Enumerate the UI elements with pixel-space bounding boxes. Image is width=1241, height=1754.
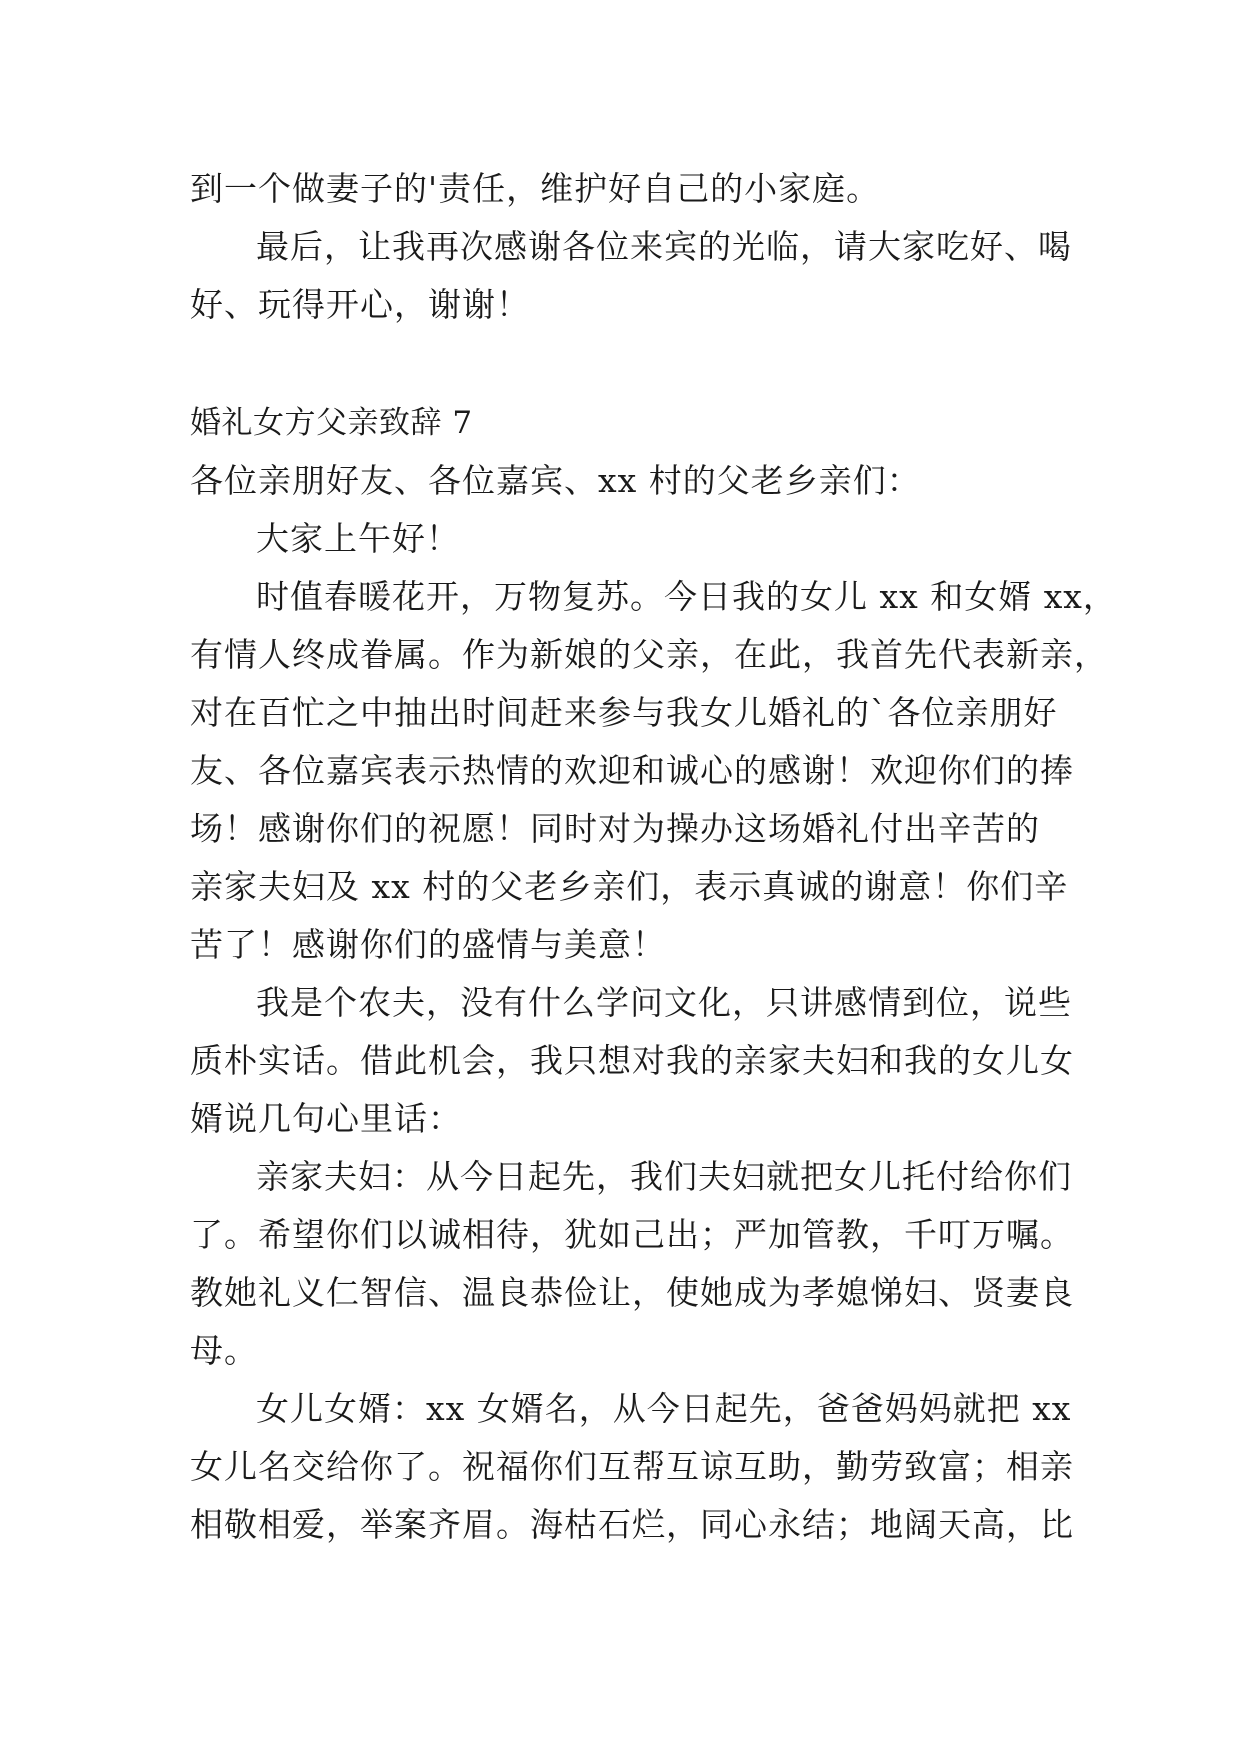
paragraph-line: 好、玩得开心，谢谢！ (190, 285, 530, 324)
paragraph-line: 最后，让我再次感谢各位来宾的光临，请大家吃好、喝 (256, 227, 1072, 266)
paragraph-line: 教她礼义仁智信、温良恭俭让，使她成为孝媳悌妇、贤妻良 (190, 1273, 1074, 1312)
document-body (190, 160, 1117, 1554)
paragraph-line: 我是个农夫，没有什么学问文化，只讲感情到位，说些 (256, 983, 1072, 1022)
paragraph-line: 场！感谢你们的祝愿！同时对为操办这场婚礼付出辛苦的 (190, 809, 1040, 848)
paragraph-line: 婿说几句心里话： (190, 1099, 462, 1138)
salutation-line: 各位亲朋好友、各位嘉宾、xx 村的父老乡亲们： (190, 461, 921, 500)
paragraph-line: 时值春暖花开，万物复苏。今日我的女儿 xx 和女婿 xx， (256, 577, 1117, 616)
paragraph-line: 相敬相爱，举案齐眉。海枯石烂，同心永结；地阔天高，比 (190, 1505, 1074, 1544)
paragraph-line: 了。希望你们以诚相待，犹如己出；严加管教，千叮万嘱。 (190, 1215, 1074, 1254)
paragraph-line: 到一个做妻子的'责任，维护好自己的小家庭。 (190, 169, 881, 208)
paragraph-line: 苦了！感谢你们的盛情与美意！ (190, 925, 666, 964)
paragraph-line: 有情人终成眷属。作为新娘的父亲，在此，我首先代表新亲， (190, 635, 1108, 674)
paragraph-line: 对在百忙之中抽出时间赶来参与我女儿婚礼的`各位亲朋好 (190, 693, 1058, 732)
paragraph-line: 女儿名交给你了。祝福你们互帮互谅互助，勤劳致富；相亲 (190, 1447, 1074, 1486)
paragraph-line: 亲家夫妇：从今日起先，我们夫妇就把女儿托付给你们 (256, 1157, 1072, 1196)
paragraph-line: 母。 (190, 1331, 258, 1370)
greeting-line: 大家上午好！ (256, 519, 460, 558)
paragraph-line: 质朴实话。借此机会，我只想对我的亲家夫妇和我的女儿女 (190, 1041, 1074, 1080)
paragraph-line: 友、各位嘉宾表示热情的欢迎和诚心的感谢！欢迎你们的捧 (190, 751, 1074, 790)
section-heading: 婚礼女方父亲致辞 7 (190, 405, 473, 441)
paragraph-line: 女儿女婿：xx 女婿名，从今日起先，爸爸妈妈就把 xx (256, 1389, 1072, 1428)
section-gap (190, 334, 1070, 394)
paragraph-line: 亲家夫妇及 xx 村的父老乡亲们，表示真诚的谢意！你们辛 (190, 867, 1069, 906)
